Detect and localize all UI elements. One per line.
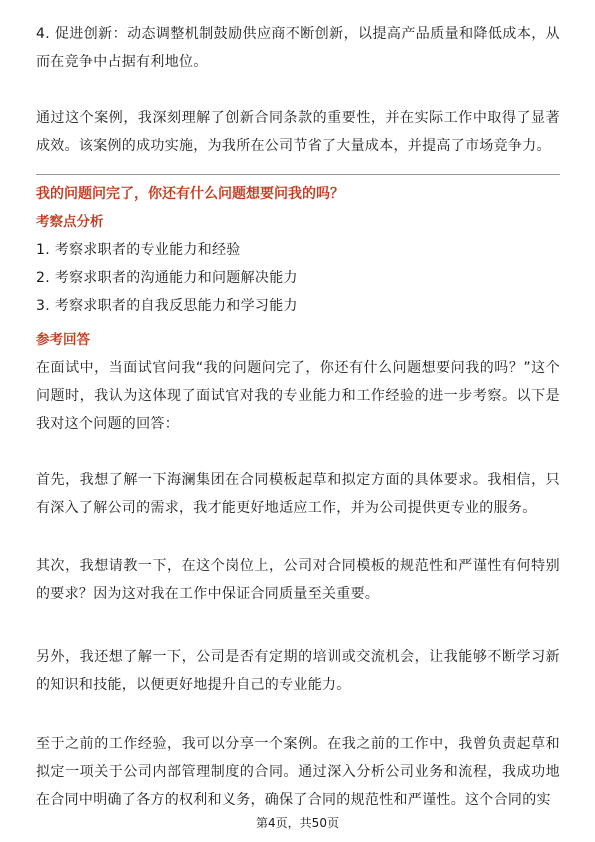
- interview-question: 我的问题问完了，你还有什么问题想要问我的吗？: [36, 186, 344, 202]
- analysis-item: 2. 考察求职者的沟通能力和问题解决能力: [36, 270, 298, 286]
- analysis-item: 3. 考察求职者的自我反思能力和学习能力: [36, 298, 298, 314]
- intro-paragraph: 通过这个案例，我深刻理解了创新合同条款的重要性，并在实际工作中取得了显著成效。该案例的成功实施，为我所在公司节省了大量成本，并提高了市场竞争力。: [36, 110, 560, 154]
- answer-paragraph: 首先，我想了解一下海澜集团在合同模板起草和拟定方面的具体要求。我相信，只有深入了解公司的需求，我才能更好地适应工作，并为公司提供更专业的服务。: [36, 472, 560, 516]
- answer-paragraph: 在面试中，当面试官问我“我的问题问完了，你还有什么问题想要问我的吗？”这个问题时，我认为这体现了面试官对我的专业能力和工作经验的进一步考察。以下是我对这个问题的回答：: [36, 360, 560, 432]
- page-number: 第4页，共50页: [256, 816, 339, 830]
- analysis-heading: 考察点分析: [36, 214, 104, 230]
- answer-paragraph: 至于之前的工作经验，我可以分享一个案例。在我之前的工作中，我曾负责起草和拟定一项关于公司内部管理制度的合同。通过深入分析公司业务和流程，我成功地在合同中明确了各方的权利和义务，确保了合同的规范性和严谨性。这个合同的实: [36, 736, 560, 808]
- answer-paragraph: 另外，我还想了解一下，公司是否有定期的培训或交流机会，让我能够不断学习新的知识和技能，以便更好地提升自己的专业能力。: [36, 649, 560, 693]
- answer-paragraph: 其次，我想请教一下，在这个岗位上，公司对合同模板的规范性和严谨性有何特别的要求？因为这对我在工作中保证合同质量至关重要。: [36, 558, 560, 602]
- answer-heading: 参考回答: [36, 332, 90, 348]
- analysis-item: 1. 考察求职者的专业能力和经验: [36, 242, 241, 258]
- section-divider: [36, 174, 560, 175]
- intro-paragraph: 4. 促进创新：动态调整机制鼓励供应商不断创新，以提高产品质量和降低成本，从而在竞争中占据有利地位。: [36, 26, 560, 70]
